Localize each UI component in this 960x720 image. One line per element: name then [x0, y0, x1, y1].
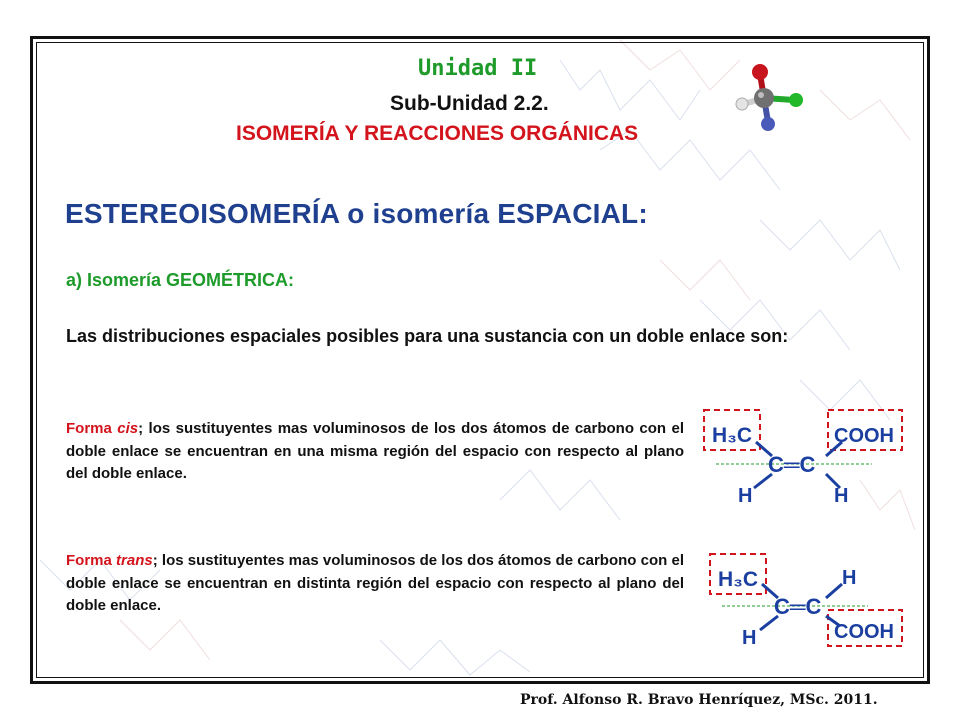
- cis-methyl-label: H₃C: [712, 424, 753, 447]
- trans-hydrogen-left: H: [742, 627, 757, 649]
- unit-title: Unidad II: [418, 56, 538, 81]
- cis-label: Forma cis: [66, 420, 139, 437]
- footer-credit: Prof. Alfonso R. Bravo Henríquez, MSc. 2011.: [520, 692, 878, 708]
- trans-double-bond-label: C═C: [774, 594, 822, 619]
- cis-structure-diagram: [702, 406, 912, 510]
- cis-hydrogen-left: H: [738, 485, 753, 507]
- trans-description: Forma trans; los sustituyentes mas voluminosos de los dos átomos de carbono con el doble enlace se encuentran en distinta región del espacio con respecto al plano del doble enlace.: [66, 552, 684, 614]
- unit-name: ISOMERÍA Y REACCIONES ORGÁNICAS: [236, 122, 639, 145]
- molecule-model-icon: [730, 60, 810, 136]
- cis-hydrogen-right: H: [834, 485, 849, 507]
- intro-text: Las distribuciones espaciales posibles para una sustancia con un doble enlace son:: [66, 326, 789, 346]
- section-heading: ESTEREOISOMERÍA o isomería ESPACIAL:: [65, 198, 648, 229]
- cis-double-bond-label: C═C: [768, 452, 816, 477]
- subunit-title: Sub-Unidad 2.2.: [390, 92, 549, 115]
- cis-description: Forma cis; los sustituyentes mas voluminosos de los dos átomos de carbono con el doble enlace se encuentran en una misma región del espacio con respecto al plano del doble enlace.: [66, 420, 685, 482]
- cis-carboxyl-label: COOH: [834, 425, 894, 447]
- trans-methyl-label: H₃C: [718, 568, 759, 591]
- trans-carboxyl-label: COOH: [834, 621, 894, 643]
- subsection-heading: a) Isomería GEOMÉTRICA:: [66, 270, 295, 290]
- trans-label: Forma trans: [66, 552, 153, 569]
- trans-structure-diagram: [708, 548, 908, 652]
- trans-hydrogen-right: H: [842, 567, 857, 589]
